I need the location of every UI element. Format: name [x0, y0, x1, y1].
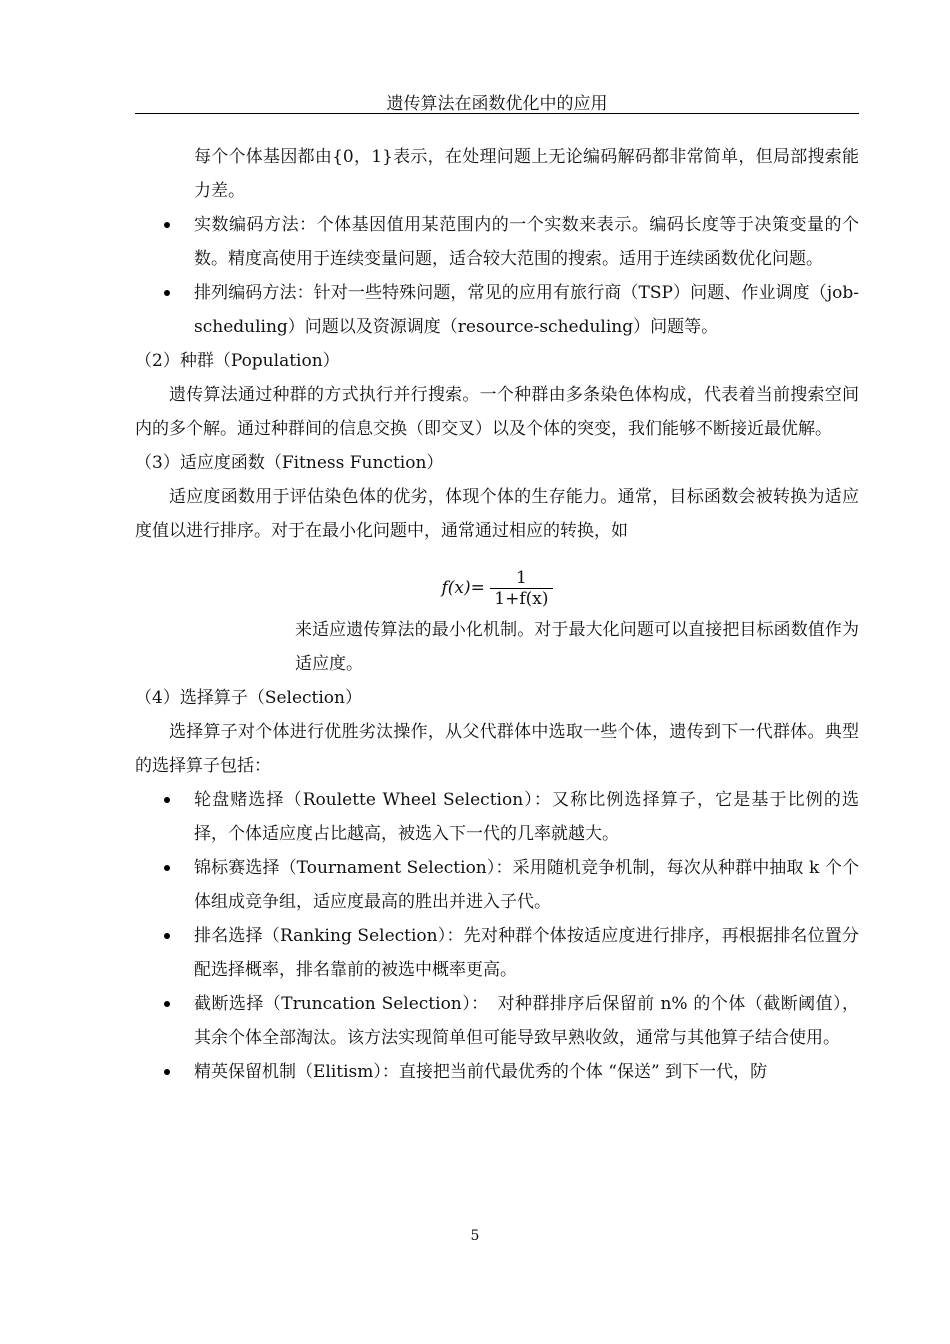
bullet-dot-icon — [164, 222, 170, 228]
bullet-dot-icon — [164, 865, 170, 871]
bullet-dot-icon — [164, 290, 170, 296]
bullet-real-encoding — [135, 208, 859, 276]
paragraph-population: 遗传算法通过种群的方式执行并行搜索。一个种群由多条染色体构成，代表着当前搜索空间内的多个解。通过种群间的信息交换（即交叉）以及个体的突变，我们能够不断接近最优解。 — [135, 385, 859, 439]
bullet-text: 排名选择（Ranking Selection）：先对种群个体按适应度进行排序，再根据排名位置分配选择概率，排名靠前的被选中概率更高。 — [194, 926, 859, 980]
formula-numerator: 1 — [490, 568, 552, 589]
bullet-text: 排列编码方法：针对一些特殊问题，常见的应用有旅行商（TSP）问题、作业调度（job-scheduling）问题以及资源调度（resource-scheduling）问题等。 — [194, 283, 859, 337]
page-body — [135, 140, 859, 1089]
bullet-tournament — [135, 851, 859, 919]
bullet-text: 锦标赛选择（Tournament Selection）：采用随机竞争机制，每次从种群中抽取 k 个个体组成竞争组，适应度最高的胜出并进入子代。 — [194, 858, 859, 912]
running-header: 遗传算法在函数优化中的应用 — [386, 94, 608, 114]
heading-population: （2）种群（Population） — [135, 351, 340, 371]
bullet-text: 实数编码方法：个体基因值用某范围内的一个实数来表示。编码长度等于决策变量的个数。精度高使用于连续变量问题，适合较大范围的搜索。适用于连续函数优化问题。 — [194, 215, 859, 269]
bullet-text: 精英保留机制（Elitism）：直接把当前代最优秀的个体 “保送” 到下一代，防 — [194, 1062, 768, 1082]
bullet-dot-icon — [164, 933, 170, 939]
bullet-dot-icon — [164, 1001, 170, 1007]
page-number: 5 — [470, 1228, 480, 1244]
formula-denominator: 1+f(x) — [494, 589, 549, 609]
bullet-text: 轮盘赌选择（Roulette Wheel Selection）：又称比例选择算子，它是基于比例的选择，个体适应度占比越高，被选入下一代的几率就越大。 — [194, 790, 859, 844]
heading-fitness: （3）适应度函数（Fitness Function） — [135, 453, 444, 473]
formula-fraction — [490, 568, 552, 609]
bullet-roulette — [135, 783, 859, 851]
formula-lhs: f(x)= — [441, 578, 485, 598]
paragraph-binary-encoding-cont: 每个个体基因都由{0，1}表示，在处理问题上无论编码解码都非常简单，但局部搜索能力差。 — [194, 147, 859, 201]
bullet-text: 截断选择（Truncation Selection）： 对种群排序后保留前 n% 的个体（截断阈值），其余个体全部淘汰。该方法实现简单但可能导致早熟收敛，通常与其他算子结合使用。 — [194, 994, 859, 1048]
paragraph-selection: 选择算子对个体进行优胜劣汰操作，从父代群体中选取一些个体，遗传到下一代群体。典型的选择算子包括： — [135, 722, 859, 776]
bullet-truncation — [135, 987, 859, 1055]
heading-selection: （4）选择算子（Selection） — [135, 688, 362, 708]
bullet-dot-icon — [164, 797, 170, 803]
header-rule — [135, 113, 859, 114]
bullet-dot-icon — [164, 1069, 170, 1075]
fitness-formula — [135, 548, 859, 613]
paragraph-fitness-after: 来适应遗传算法的最小化机制。对于最大化问题可以直接把目标函数值作为适应度。 — [295, 620, 859, 674]
bullet-permutation-encoding — [135, 276, 859, 344]
bullet-elitism — [135, 1055, 859, 1089]
paragraph-fitness: 适应度函数用于评估染色体的优劣，体现个体的生存能力。通常，目标函数会被转换为适应度值以进行排序。对于在最小化问题中，通常通过相应的转换，如 — [135, 487, 859, 541]
bullet-ranking — [135, 919, 859, 987]
